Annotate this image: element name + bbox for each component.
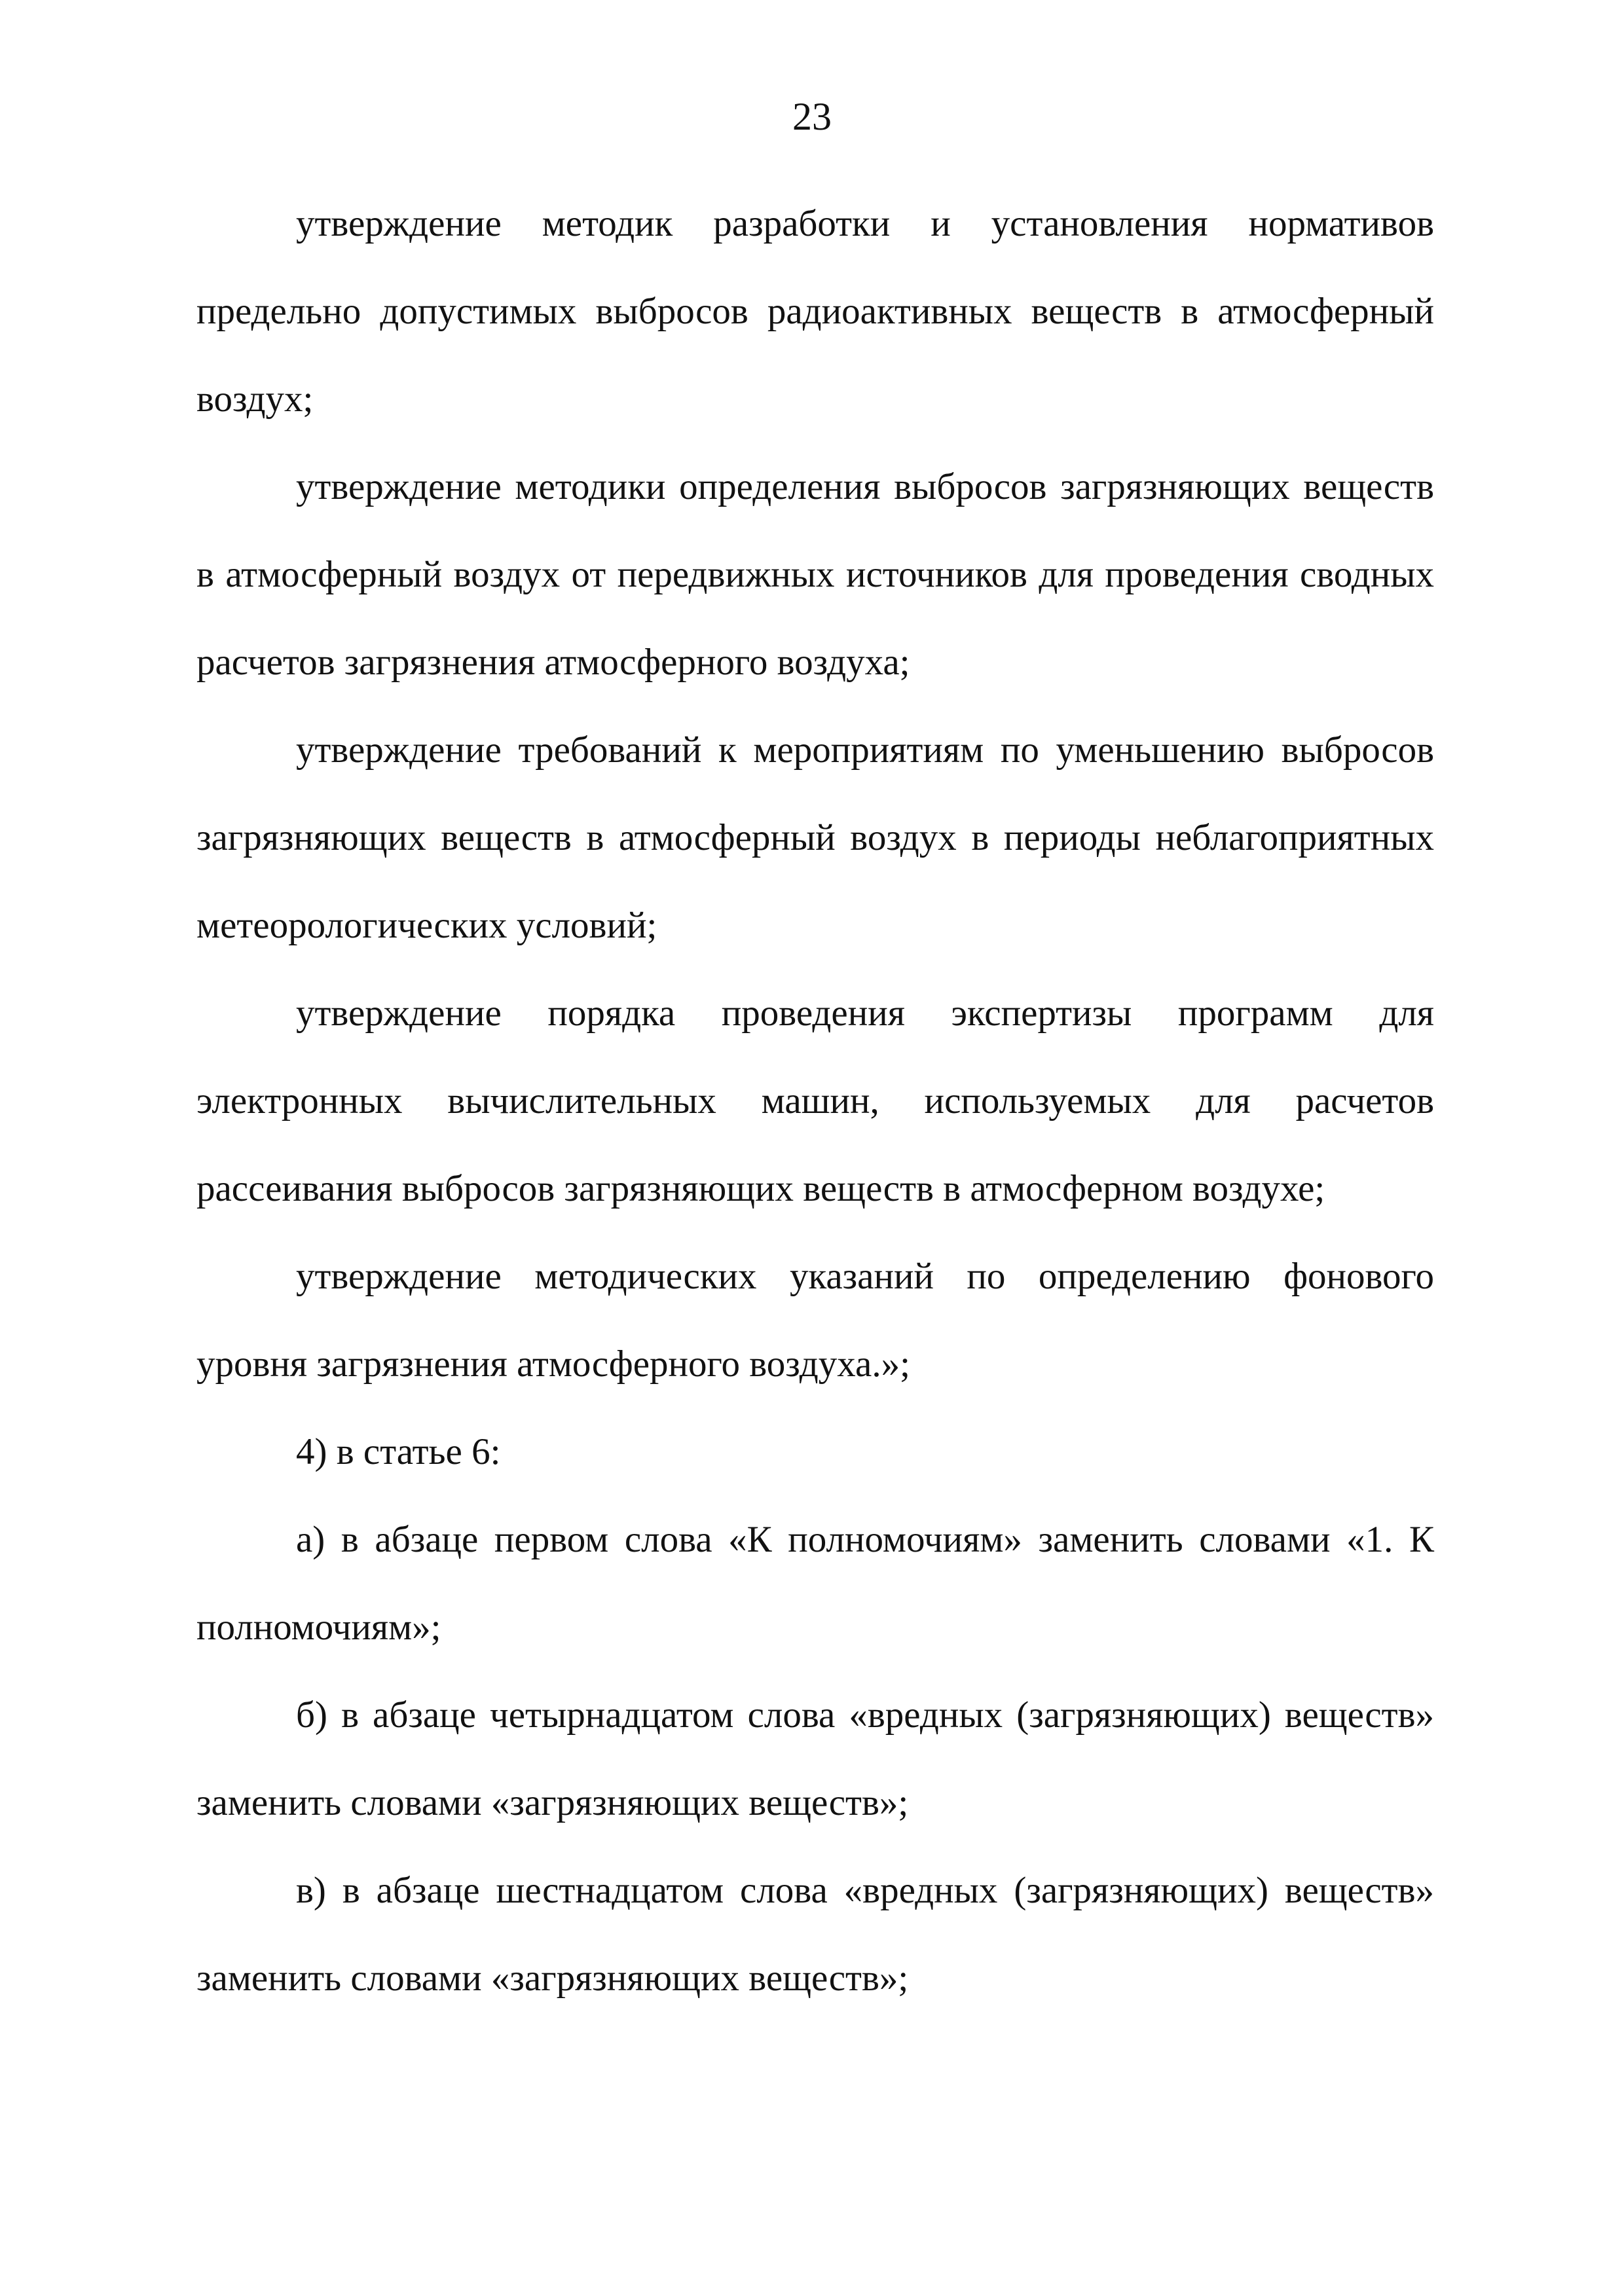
paragraph-unfavorable-weather-measures: утверждение требований к мероприятиям по уменьшению выбросов загрязняющих веществ в атмосферный воздух в периоды неблагоприятных метеорологических условий;: [196, 729, 1434, 946]
paragraph-amendment-c: в) в абзаце шестнадцатом слова «вредных (загрязняющих) веществ» заменить словами «загрязняющих веществ»;: [196, 1870, 1434, 1999]
paragraph-background-pollution-guidelines: утверждение методических указаний по определению фонового уровня загрязнения атмосферного воздуха.»;: [196, 1256, 1434, 1385]
paragraph-methods-radioactive-emissions: утверждение методик разработки и установления нормативов предельно допустимых выбросов радиоактивных веществ в атмосферный воздух;: [196, 203, 1434, 420]
page-number: 23: [792, 95, 832, 138]
paragraph-mobile-sources-methodology: утверждение методики определения выбросов загрязняющих веществ в атмосферный воздух от передвижных источников для проведения сводных расчетов загрязнения атмосферного воздуха;: [196, 466, 1434, 683]
paragraph-amendment-b: б) в абзаце четырнадцатом слова «вредных (загрязняющих) веществ» заменить словами «загрязняющих веществ»;: [196, 1694, 1434, 1823]
paragraph-software-expertise: утверждение порядка проведения экспертизы программ для электронных вычислительных машин, используемых для расчетов рассеивания выбросов загрязняющих веществ в атмосферном воздухе;: [196, 993, 1434, 1209]
paragraph-amendment-a: а) в абзаце первом слова «К полномочиям» заменить словами «1. К полномочиям»;: [196, 1519, 1434, 1648]
paragraph-article-6-heading: 4) в статье 6:: [296, 1431, 501, 1472]
document-body: [196, 180, 1434, 2022]
